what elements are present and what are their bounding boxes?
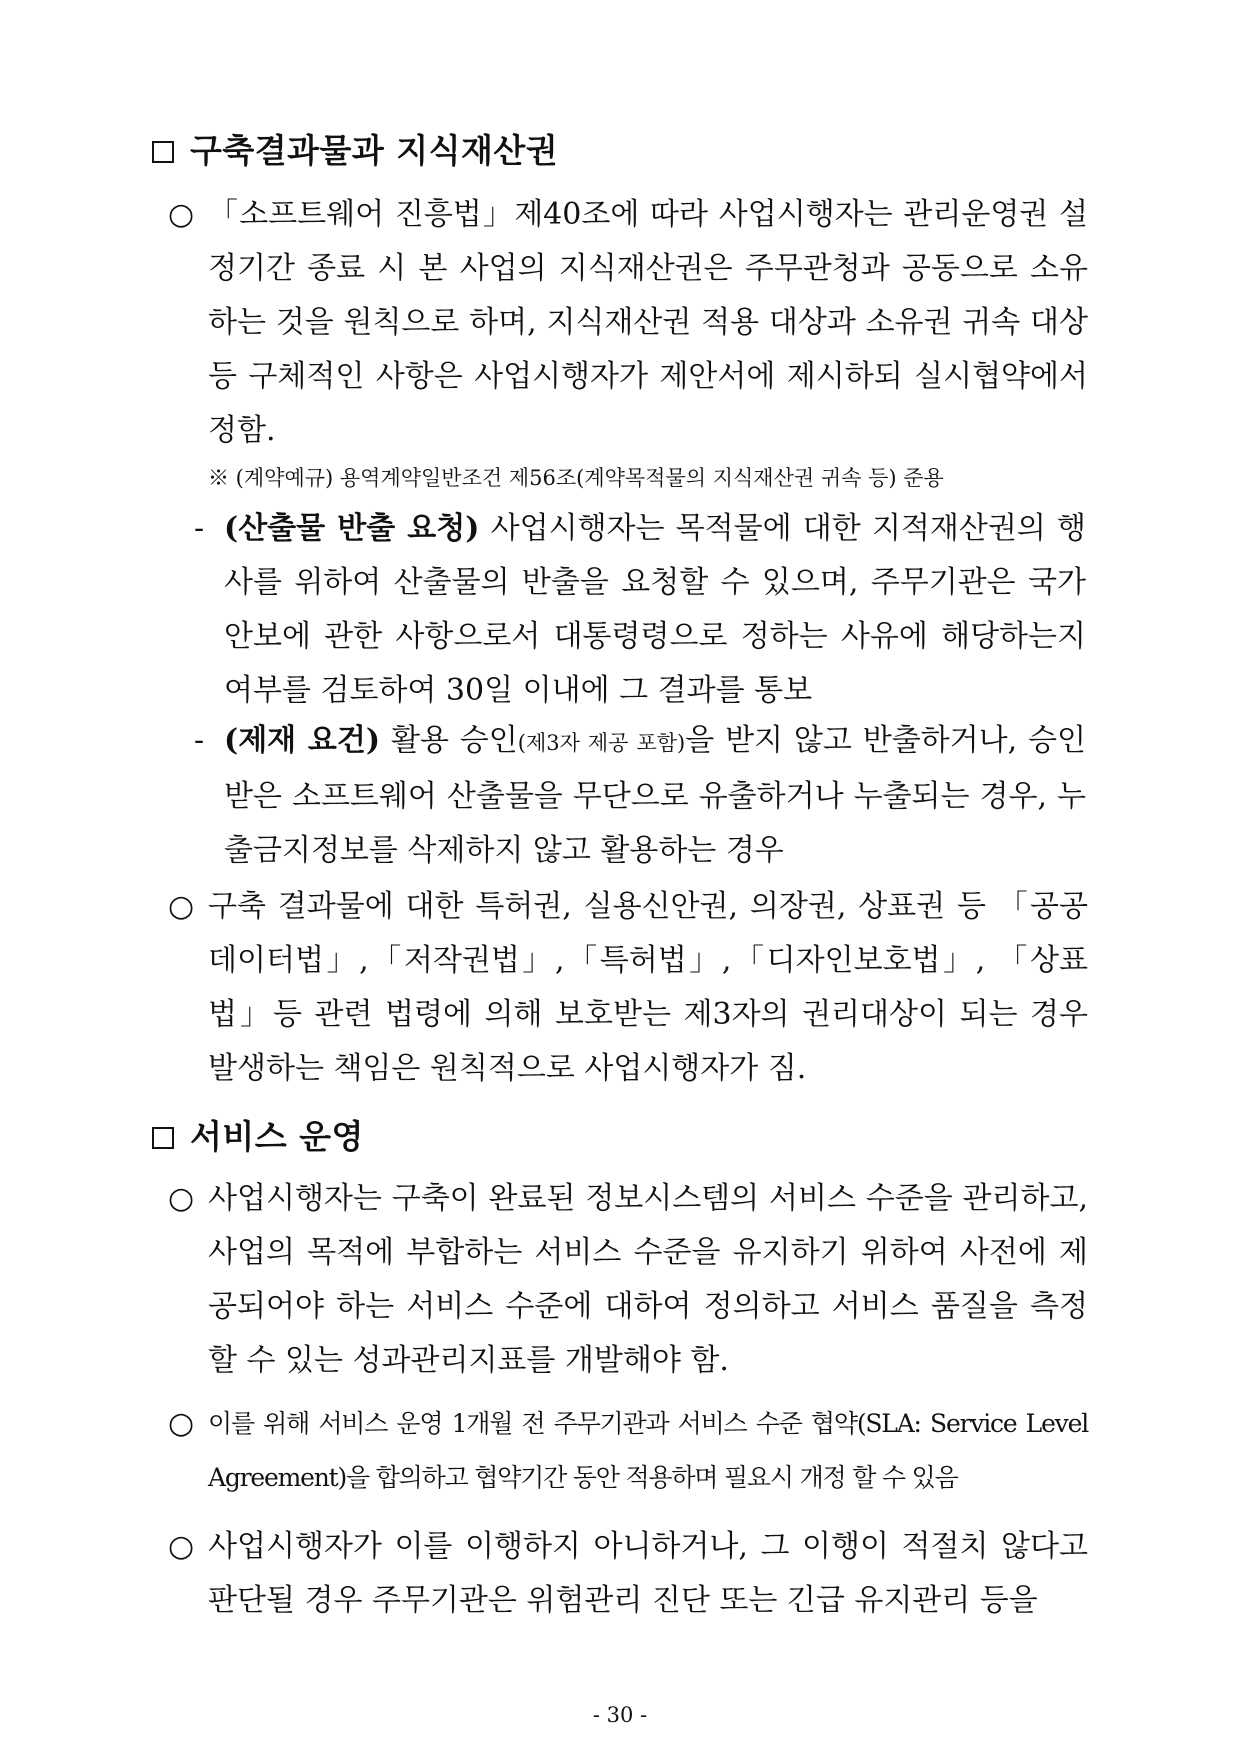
- circle-bullet-icon: ○: [168, 1529, 195, 1564]
- circle-bullet-icon: ○: [168, 1181, 195, 1216]
- paragraph-sla: [170, 1397, 1090, 1505]
- paragraph-service-level: [170, 1172, 1090, 1388]
- item-label: (산출물 반출 요청): [224, 511, 480, 546]
- item-text: 활용 승인: [380, 723, 518, 758]
- checkbox-square-icon: [152, 1127, 174, 1149]
- dash-item-export-request: [194, 502, 1094, 718]
- checkbox-square-icon: [152, 141, 174, 163]
- paragraph-non-compliance: [170, 1520, 1090, 1628]
- circle-bullet-icon: ○: [168, 197, 195, 232]
- item-label: (제재 요건): [224, 723, 381, 758]
- paragraph-third-party-rights: [170, 880, 1090, 1096]
- item-text: 을 받지 않고 반출하거나, 승인 받은 소프트웨어 산출물을 무단으로 유출하거나 누출되는 경우, 누출금지정보를 삭제하지 않고 활용하는 경우: [224, 723, 1086, 868]
- dash-bullet: -: [194, 723, 205, 758]
- paragraph-text: 구축 결과물에 대한 특허권, 실용신안권, 의장권, 상표권 등 「공공데이터법」,「저작권법」,「특허법」,「디자인보호법」, 「상표법」등 관련 법령에 의해 보호받는 제3자의 권리대상이 되는 경우 발생하는 책임은 원칙적으로 사업시행자가 짐.: [208, 889, 1088, 1086]
- paragraph-ip-ownership: [170, 188, 1090, 458]
- paragraph-text: 이를 위해 서비스 운영 1개월 전 주무기관과 서비스 수준 협약(SLA: Service Level Agreement)을 합의하고 협약기간 동안 적용하며 필요시 개정 할 수 있음: [208, 1409, 1088, 1492]
- dash-item-sanction: [194, 714, 1094, 878]
- section-heading-service: [152, 1117, 364, 1157]
- paragraph-text: 「소프트웨어 진흥법」제40조에 따라 사업시행자는 관리운영권 설정기간 종료 시 본 사업의 지식재산권은 주무관청과 공동으로 소유하는 것을 원칙으로 하며, 지식재산권 적용 대상과 소유권 귀속 대상 등 구체적인 사항은 사업시행자가 제안서에 제시하되 실시협약에서 정함.: [208, 197, 1088, 448]
- circle-bullet-icon: ○: [168, 1406, 195, 1441]
- paragraph-text: 사업시행자가 이를 이행하지 아니하거나, 그 이행이 적절치 않다고 판단될 경우 주무기관은 위험관리 진단 또는 긴급 유지관리 등을: [208, 1529, 1088, 1618]
- section-title: 구축결과물과 지식재산권: [190, 131, 559, 170]
- circle-bullet-icon: ○: [168, 889, 195, 924]
- item-text: 사업시행자는 목적물에 대한 지적재산권의 행사를 위하여 산출물의 반출을 요청할 수 있으며, 주무기관은 국가 안보에 관한 사항으로서 대통령령으로 정하는 사유에 해당하는지 여부를 검토하여 30일 이내에 그 결과를 통보: [224, 511, 1086, 708]
- paragraph-text: 사업시행자는 구축이 완료된 정보시스템의 서비스 수준을 관리하고, 사업의 목적에 부합하는 서비스 수준을 유지하기 위하여 사전에 제공되어야 하는 서비스 수준에 대하여 정의하고 서비스 품질을 측정할 수 있는 성과관리지표를 개발해야 함.: [208, 1181, 1088, 1378]
- page-number: - 30 -: [592, 1703, 648, 1727]
- section-heading-ip: [152, 131, 558, 171]
- reference-note: ※ (계약예규) 용역계약일반조건 제56조(계약목적물의 지식재산권 귀속 등) 준용: [208, 466, 944, 490]
- item-parenthetical: (제3자 제공 포함): [517, 731, 686, 755]
- section-title: 서비스 운영: [190, 1117, 364, 1156]
- dash-bullet: -: [194, 511, 205, 546]
